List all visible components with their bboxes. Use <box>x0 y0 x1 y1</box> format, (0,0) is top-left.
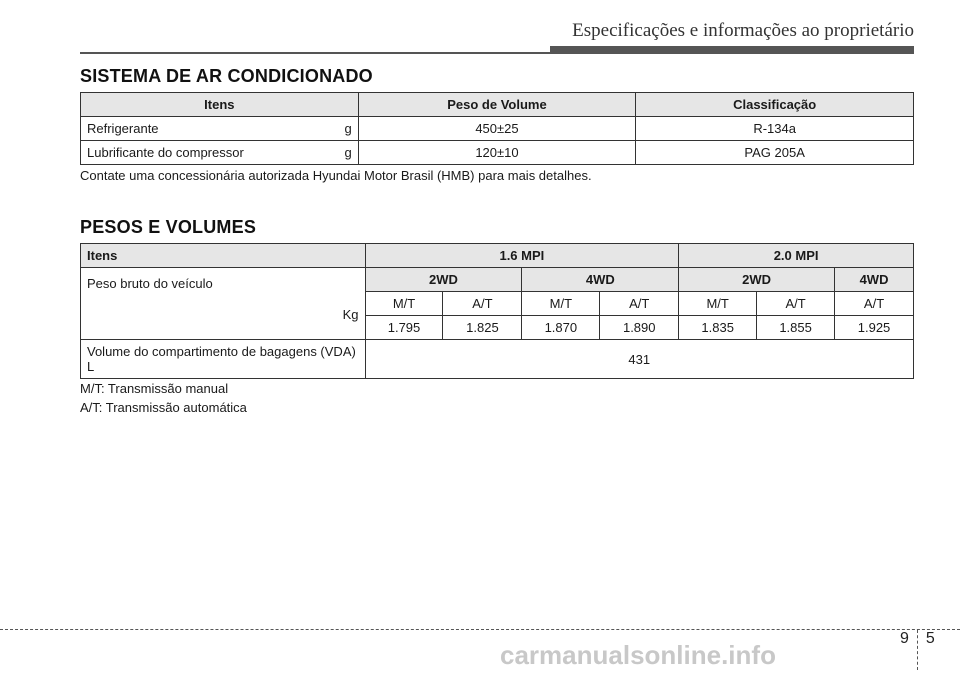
ac-item-label: Lubrificante do compressor <box>87 145 244 160</box>
pv-drive-row <box>81 268 914 292</box>
pv-header-row <box>81 244 914 268</box>
table-row <box>81 141 914 165</box>
trans-cell: A/T <box>443 292 522 316</box>
ac-item-cell <box>81 117 359 141</box>
weight-cell: 1.890 <box>600 316 679 340</box>
trans-cell: M/T <box>679 292 757 316</box>
weight-label-cell <box>81 268 366 340</box>
weight-cell: 1.855 <box>757 316 835 340</box>
pv-header-items: Itens <box>81 244 366 268</box>
weight-cell: 1.825 <box>443 316 522 340</box>
drive-2wd-20: 2WD <box>679 268 835 292</box>
trans-cell: A/T <box>600 292 679 316</box>
weight-cell: 1.870 <box>522 316 600 340</box>
weight-unit: Kg <box>342 307 359 322</box>
trans-cell: A/T <box>835 292 914 316</box>
ac-item-unit: g <box>344 121 352 136</box>
ac-section-title: SISTEMA DE AR CONDICIONADO <box>80 66 373 86</box>
header-rule <box>80 52 914 54</box>
weight-cell: 1.795 <box>365 316 443 340</box>
drive-4wd-20: 4WD <box>835 268 914 292</box>
vda-value: 431 <box>365 340 913 379</box>
ac-volume-cell: 120±10 <box>358 141 636 165</box>
page-index: 5 <box>925 630 935 647</box>
watermark: carmanualsonline.info <box>500 640 776 670</box>
weight-cell: 1.925 <box>835 316 914 340</box>
page-number <box>900 630 935 670</box>
ac-class-cell: PAG 205A <box>636 141 914 165</box>
drive-4wd-16: 4WD <box>522 268 679 292</box>
weight-label: Peso bruto do veículo <box>87 276 213 291</box>
pv-section-title: PESOS E VOLUMES <box>80 217 257 237</box>
vda-label: Volume do compartimento de bagagens (VDA) L <box>81 340 366 379</box>
ac-volume-cell: 450±25 <box>358 117 636 141</box>
ac-table <box>80 92 914 165</box>
pv-header-16mpi: 1.6 MPI <box>365 244 679 268</box>
pv-table <box>80 243 914 379</box>
header-title: Especificações e informações ao proprietário <box>572 20 914 41</box>
ac-item-label: Refrigerante <box>87 121 159 136</box>
weight-cell: 1.835 <box>679 316 757 340</box>
trans-cell: M/T <box>365 292 443 316</box>
pv-header-20mpi: 2.0 MPI <box>679 244 914 268</box>
ac-note: Contate uma concessionária autorizada Hyundai Motor Brasil (HMB) para mais detalhes. <box>80 168 592 183</box>
pv-vda-row <box>81 340 914 379</box>
trans-cell: M/T <box>522 292 600 316</box>
ac-header-class: Classificação <box>636 93 914 117</box>
ac-item-cell <box>81 141 359 165</box>
ac-header-row <box>81 93 914 117</box>
note-at: A/T: Transmissão automática <box>80 400 247 415</box>
table-row <box>81 117 914 141</box>
ac-header-items: Itens <box>81 93 359 117</box>
page-chapter: 9 <box>900 630 909 647</box>
trans-cell: A/T <box>757 292 835 316</box>
footer-divider <box>0 629 960 630</box>
note-mt: M/T: Transmissão manual <box>80 381 229 396</box>
page-separator <box>917 630 918 670</box>
drive-2wd-16: 2WD <box>365 268 522 292</box>
ac-class-cell: R-134a <box>636 117 914 141</box>
ac-header-volume: Peso de Volume <box>358 93 636 117</box>
ac-item-unit: g <box>344 145 352 160</box>
